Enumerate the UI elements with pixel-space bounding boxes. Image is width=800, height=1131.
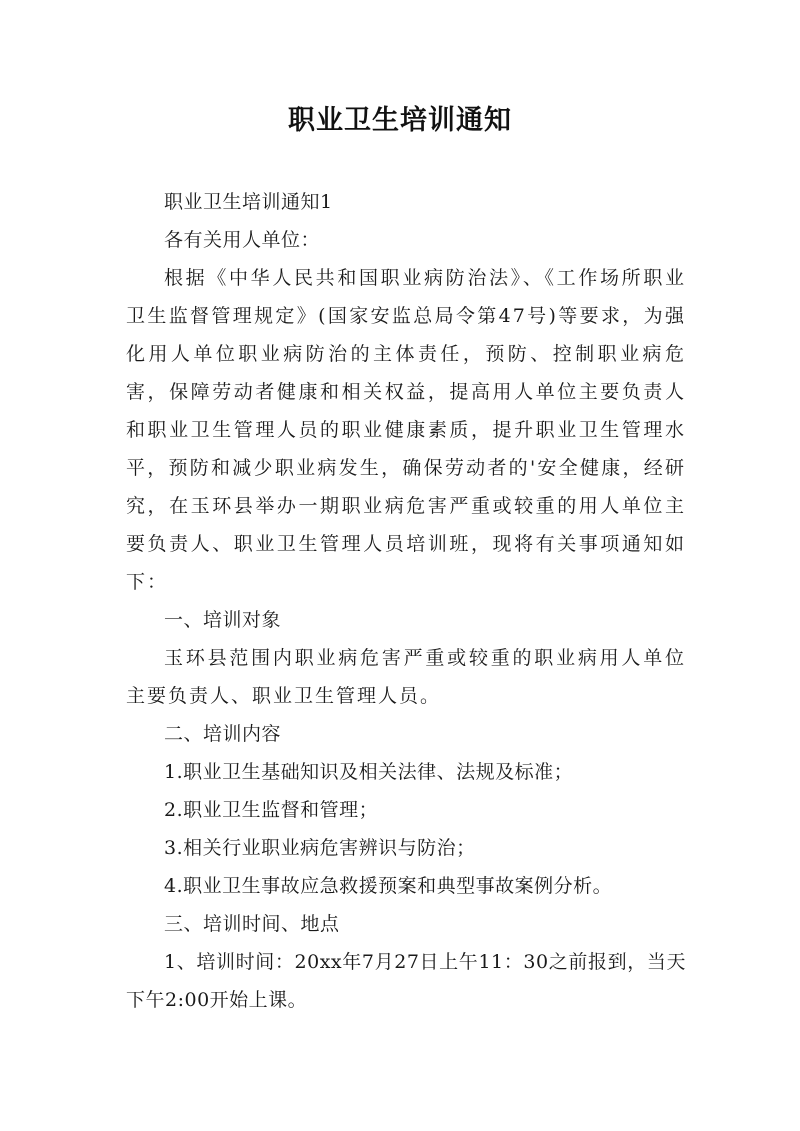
notice-subtitle: 职业卫生培训通知1 (164, 191, 333, 213)
target-paragraph: 玉环县范围内职业病危害严重或较重的职业病用人单位主要负责人、职业卫生管理人员。 (126, 647, 686, 707)
section-heading-time-place: 三、培训时间、地点 (164, 913, 340, 935)
salutation: 各有关用人单位： (164, 229, 321, 251)
content-item-2: 2.职业卫生监督和管理； (164, 799, 379, 821)
section-heading-content: 二、培训内容 (164, 723, 282, 745)
document-body (126, 183, 686, 1019)
document-title: 职业卫生培训通知 (288, 105, 512, 136)
content-item-1: 1.职业卫生基础知识及相关法律、法规及标准； (164, 761, 574, 783)
intro-paragraph: 根据《中华人民共和国职业病防治法》、《工作场所职业卫生监督管理规定》(国家安监总局令第47号)等要求，为强化用人单位职业病防治的主体责任，预防、控制职业病危害，保障劳动者健康和相关权益，提高用人单位主要负责人和职业卫生管理人员的职业健康素质，提升职业卫生管理水平，预防和减少职业病发生，确保劳动者的'安全健康，经研究，在玉环县举办一期职业病危害严重或较重的用人单位主要负责人、职业卫生管理人员培训班，现将有关事项通知如下： (126, 267, 686, 593)
time-paragraph: 1、培训时间：20xx年7月27日上午11：30之前报到，当天下午2:00开始上课。 (126, 951, 686, 1011)
content-item-3: 3.相关行业职业病危害辨识与防治； (164, 837, 476, 859)
section-heading-target: 一、培训对象 (164, 609, 282, 631)
content-item-4: 4.职业卫生事故应急救援预案和典型事故案例分析。 (164, 875, 613, 897)
